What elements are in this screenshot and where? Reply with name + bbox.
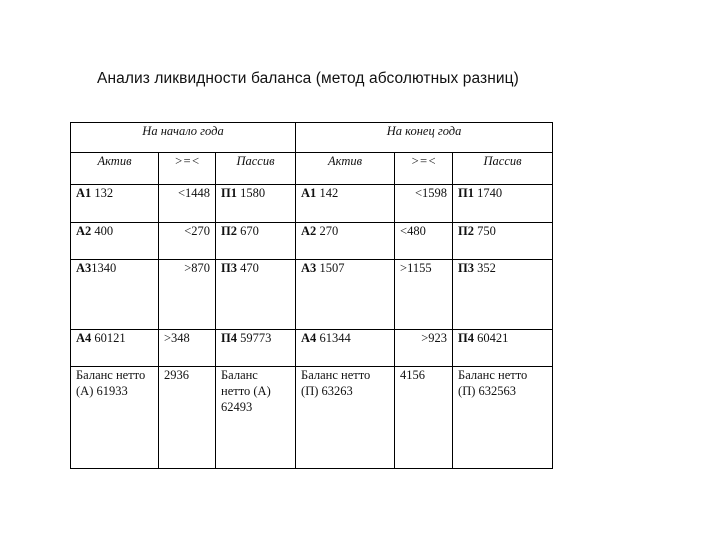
page-title: Анализ ликвидности баланса (метод абсолютных разниц) bbox=[97, 70, 519, 87]
period-header-row bbox=[71, 123, 553, 153]
asset-code: А2 bbox=[76, 224, 92, 238]
start-asset-cell bbox=[71, 185, 159, 223]
start-liability-total: Баланс нетто (А) 62493 bbox=[216, 367, 296, 469]
asset-value: 270 bbox=[316, 224, 339, 238]
start-comparison-cell: >348 bbox=[159, 330, 216, 367]
end-liability-total: Баланс нетто (П) 632563 bbox=[453, 367, 553, 469]
end-asset-cell bbox=[296, 185, 395, 223]
asset-value: 132 bbox=[91, 186, 114, 200]
asset-value: 400 bbox=[91, 224, 114, 238]
end-liability-cell bbox=[453, 223, 553, 260]
end-asset-total: Баланс нетто (П) 63263 bbox=[296, 367, 395, 469]
start-liability-cell bbox=[216, 260, 296, 330]
asset-code: А4 bbox=[76, 331, 92, 345]
end-comparison-cell: >1155 bbox=[395, 260, 453, 330]
end-liability-cell bbox=[453, 185, 553, 223]
liability-code: П1 bbox=[458, 186, 475, 200]
column-header: Пассив bbox=[453, 153, 553, 185]
asset-value: 61344 bbox=[316, 331, 351, 345]
asset-code: А1 bbox=[301, 186, 317, 200]
liquidity-table bbox=[70, 122, 553, 469]
end-comparison-cell: >923 bbox=[395, 330, 453, 367]
liability-code: П1 bbox=[221, 186, 237, 200]
liability-value: 470 bbox=[236, 261, 259, 275]
end-comparison-cell: <1598 bbox=[395, 185, 453, 223]
asset-code: А1 bbox=[76, 186, 92, 200]
liability-code: П3 bbox=[458, 261, 475, 275]
period-end-header: На конец года bbox=[296, 123, 553, 153]
asset-value: 142 bbox=[316, 186, 339, 200]
end-liability-cell bbox=[453, 260, 553, 330]
start-liability-cell bbox=[216, 330, 296, 367]
asset-code: А3 bbox=[301, 261, 317, 275]
table-row bbox=[71, 185, 553, 223]
liability-value: 59773 bbox=[236, 331, 272, 345]
start-asset-total: Баланс нетто (А) 61933 bbox=[71, 367, 159, 469]
liability-value: 1740 bbox=[474, 186, 503, 200]
start-comparison-cell: >870 bbox=[159, 260, 216, 330]
column-header: Актив bbox=[71, 153, 159, 185]
asset-code: А2 bbox=[301, 224, 317, 238]
table-row bbox=[71, 223, 553, 260]
asset-value: 1507 bbox=[316, 261, 345, 275]
end-comparison-cell: <480 bbox=[395, 223, 453, 260]
column-header: >=< bbox=[395, 153, 453, 185]
end-liability-cell bbox=[453, 330, 553, 367]
end-comparison-total: 4156 bbox=[395, 367, 453, 469]
start-asset-cell bbox=[71, 223, 159, 260]
start-comparison-total: 2936 bbox=[159, 367, 216, 469]
end-asset-cell bbox=[296, 260, 395, 330]
totals-row bbox=[71, 367, 553, 469]
start-comparison-cell: <1448 bbox=[159, 185, 216, 223]
liability-code: П4 bbox=[458, 331, 475, 345]
start-asset-cell bbox=[71, 330, 159, 367]
liability-code: П3 bbox=[221, 261, 237, 275]
asset-code: А4 bbox=[301, 331, 317, 345]
liability-value: 60421 bbox=[474, 331, 509, 345]
start-comparison-cell: <270 bbox=[159, 223, 216, 260]
table-row bbox=[71, 330, 553, 367]
liability-value: 352 bbox=[474, 261, 496, 275]
table-row bbox=[71, 260, 553, 330]
column-header: >=< bbox=[159, 153, 216, 185]
asset-value: 60121 bbox=[91, 331, 126, 345]
asset-code: А3 bbox=[76, 261, 92, 275]
liability-value: 670 bbox=[236, 224, 259, 238]
start-liability-cell bbox=[216, 223, 296, 260]
column-header: Пассив bbox=[216, 153, 296, 185]
liability-code: П2 bbox=[221, 224, 237, 238]
liability-code: П2 bbox=[458, 224, 475, 238]
column-header-row bbox=[71, 153, 553, 185]
start-liability-cell bbox=[216, 185, 296, 223]
end-asset-cell bbox=[296, 330, 395, 367]
column-header: Актив bbox=[296, 153, 395, 185]
liability-value: 1580 bbox=[236, 186, 266, 200]
liability-code: П4 bbox=[221, 331, 237, 345]
end-asset-cell bbox=[296, 223, 395, 260]
liability-value: 750 bbox=[474, 224, 496, 238]
start-asset-cell bbox=[71, 260, 159, 330]
period-start-header: На начало года bbox=[71, 123, 296, 153]
asset-value: 1340 bbox=[91, 261, 117, 275]
